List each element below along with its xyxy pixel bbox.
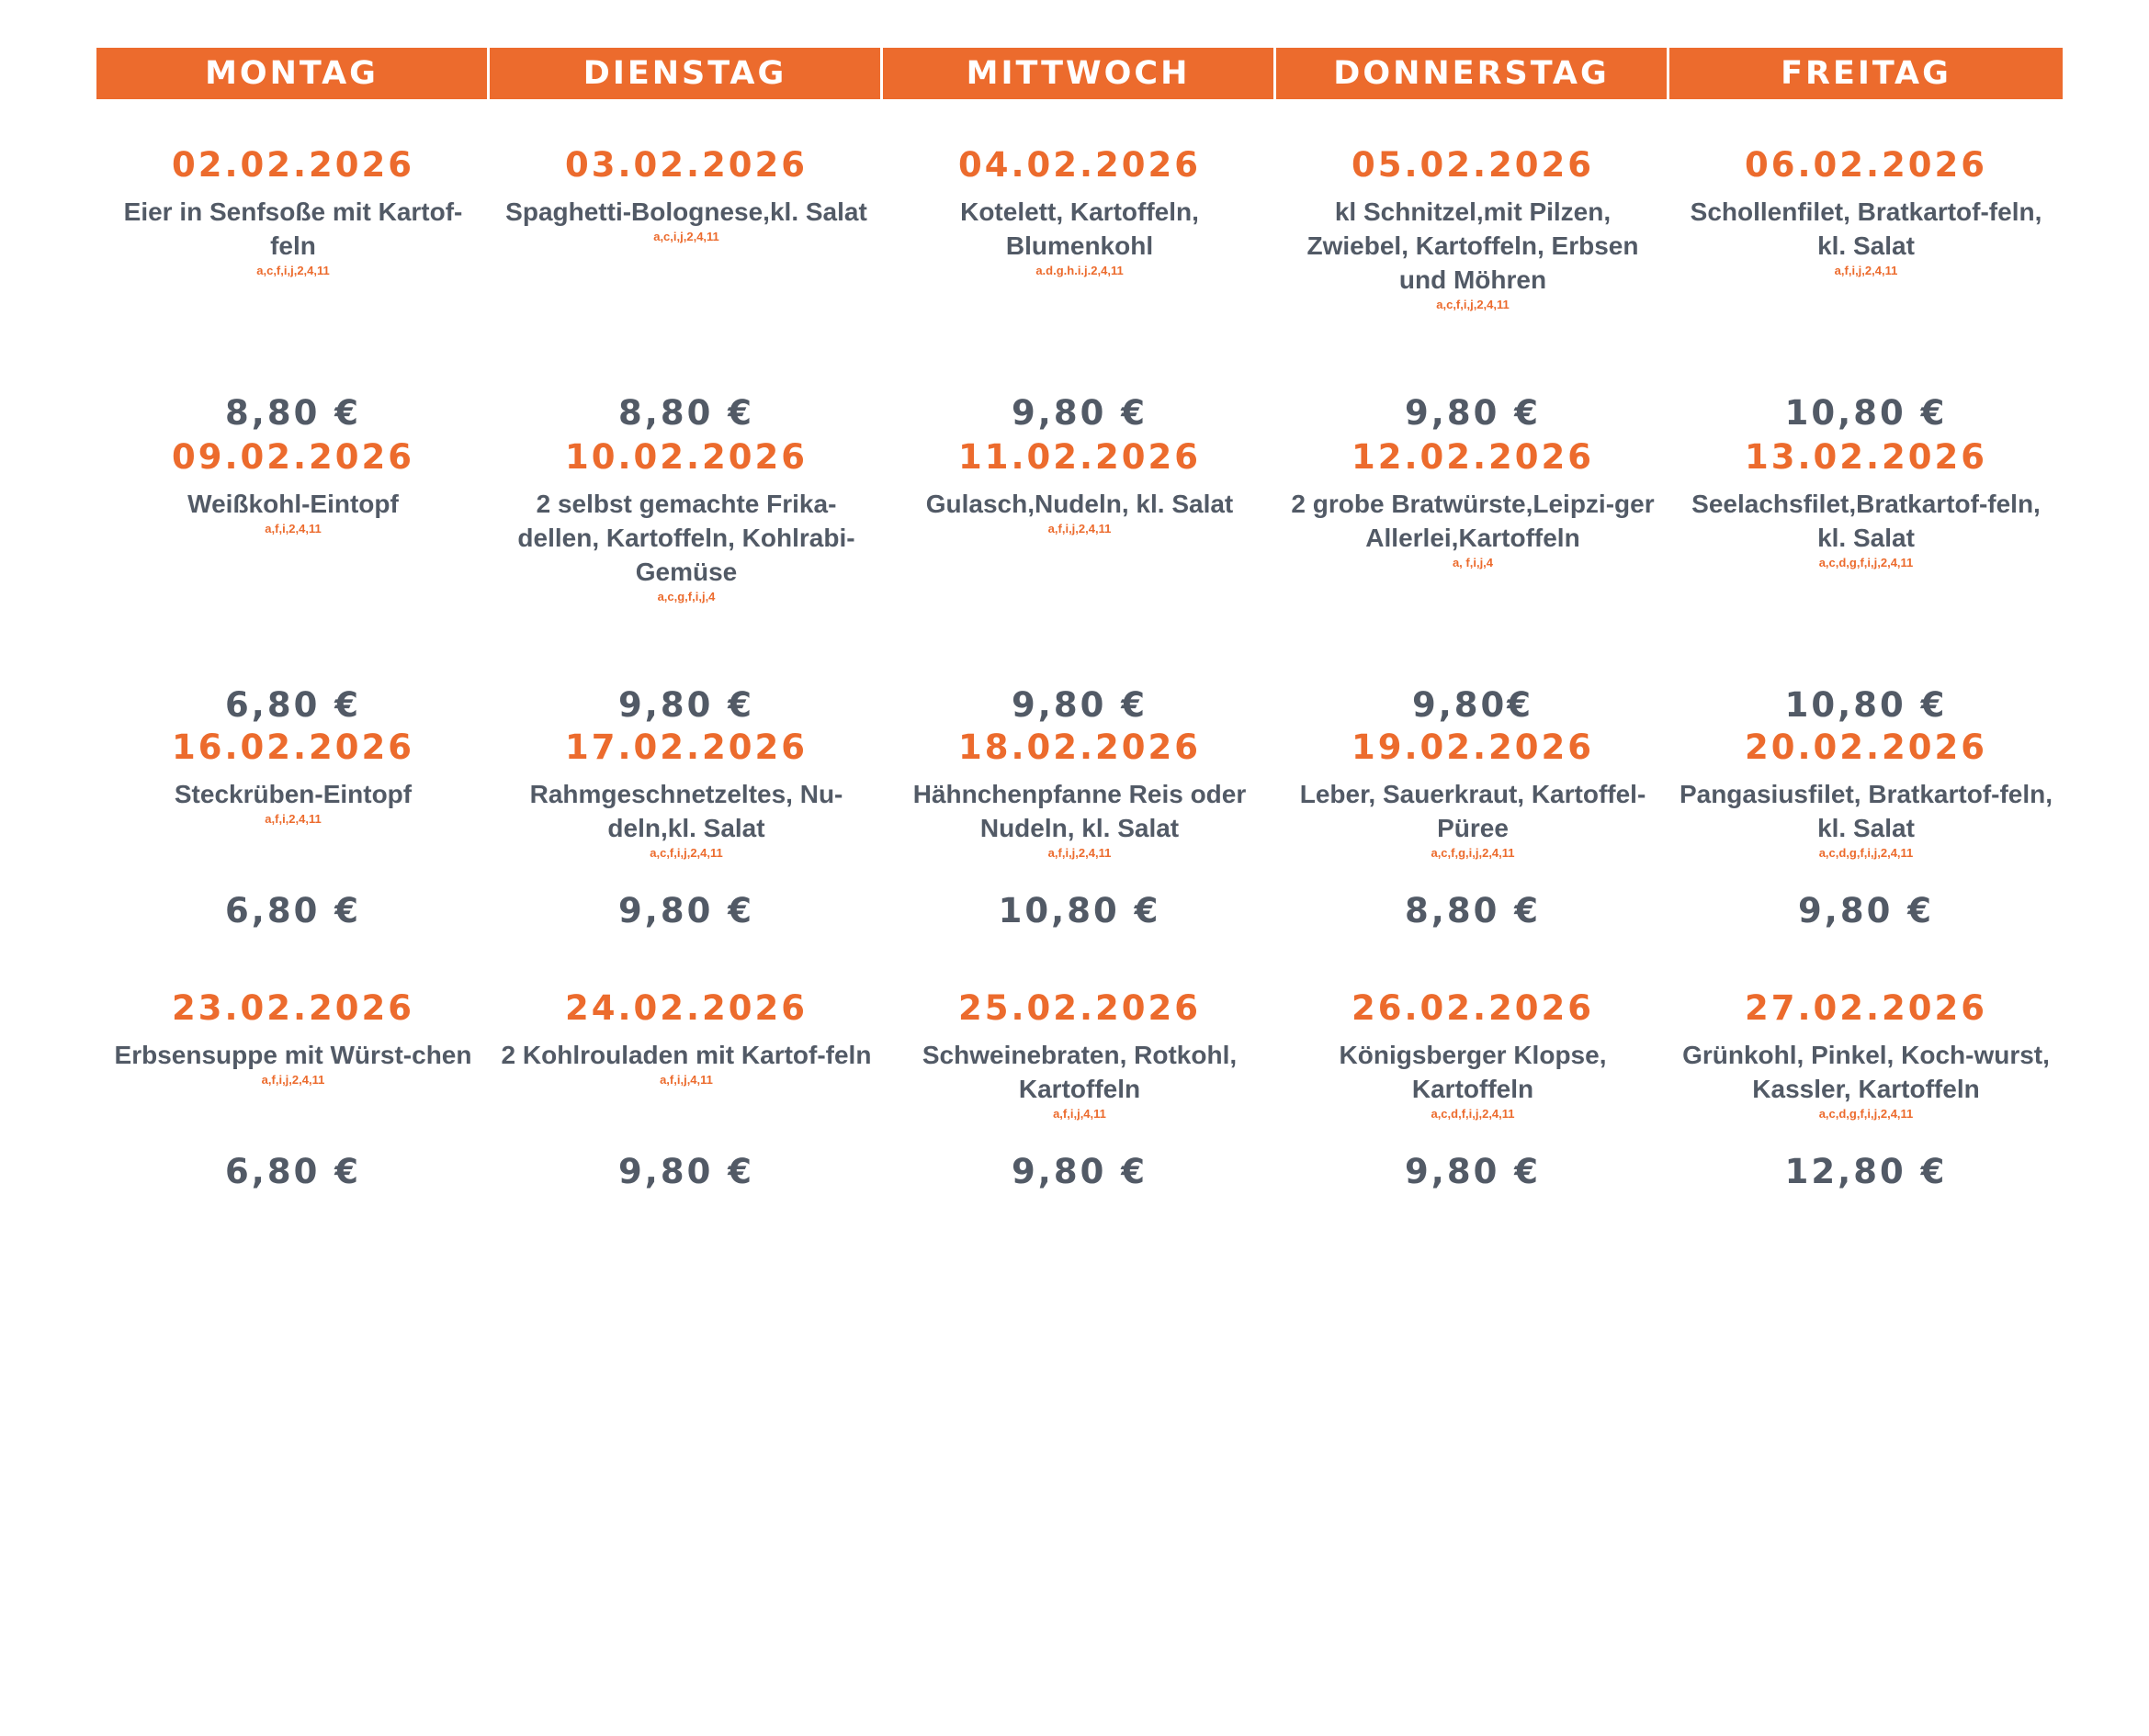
header-wednesday: MITTWOCH [883, 48, 1276, 99]
header-tuesday: DIENSTAG [490, 48, 883, 99]
menu-date: 23.02.2026 [171, 988, 415, 1028]
dish-name: Schollenfilet, Bratkartof-feln, kl. Salat [1690, 197, 2042, 260]
allergen-codes: a,f,i,j,2,4,11 [1047, 846, 1112, 860]
day-cell [883, 437, 1276, 731]
menu-price: 12,80 € [1784, 1152, 1948, 1191]
allergen-codes: a, f,i,j,4 [1452, 556, 1494, 569]
day-cell [490, 988, 883, 1255]
dish-name: Schweinebraten, Rotkohl, Kartoffeln [922, 1041, 1238, 1103]
dish-name: Pangasiusfilet, Bratkartof-feln, kl. Salat [1679, 780, 2053, 842]
menu-date: 25.02.2026 [957, 988, 1202, 1028]
week-row-1 [96, 145, 2063, 439]
menu-price: 6,80 € [225, 685, 361, 725]
menu-date: 03.02.2026 [564, 145, 809, 185]
allergen-codes: a,f,i,j,4,11 [660, 1073, 713, 1087]
allergen-codes: a,c,d,g,f,i,j,2,4,11 [1818, 556, 1914, 569]
menu-price: 8,80 € [618, 393, 754, 433]
allergen-codes: a,c,f,g,i,j,2,4,11 [1431, 846, 1515, 860]
menu-date: 24.02.2026 [564, 988, 809, 1028]
allergen-codes: a,c,f,i,j,2,4,11 [650, 846, 723, 860]
allergen-codes: a,c,g,f,i,j,4 [657, 590, 716, 603]
menu-date: 13.02.2026 [1744, 437, 1988, 477]
allergen-codes: a,f,i,j,4,11 [1053, 1107, 1106, 1121]
allergen-codes: a,f,i,j,2,4,11 [1834, 264, 1898, 277]
menu-date: 19.02.2026 [1351, 727, 1595, 767]
dish-name: Seelachsfilet,Bratkartof-feln, kl. Salat [1691, 490, 2041, 552]
menu-price: 10,80 € [1784, 393, 1948, 433]
menu-date: 05.02.2026 [1351, 145, 1595, 185]
day-cell [490, 727, 883, 994]
allergen-codes: a,c,d,g,f,i,j,2,4,11 [1818, 846, 1914, 860]
day-cell [1669, 145, 2063, 439]
dish-name: 2 selbst gemachte Frika-dellen, Kartoffeln, Kohlrabi-Gemüse [517, 490, 855, 586]
day-cell [1276, 727, 1669, 994]
allergen-codes: a,f,i,2,4,11 [265, 812, 322, 826]
menu-price: 6,80 € [225, 1152, 361, 1191]
menu-date: 20.02.2026 [1744, 727, 1988, 767]
menu-date: 26.02.2026 [1351, 988, 1595, 1028]
allergen-codes: a,c,i,j,2,4,11 [653, 230, 719, 243]
day-cell [96, 145, 490, 439]
menu-price: 9,80 € [618, 685, 754, 725]
header-monday: MONTAG [96, 48, 490, 99]
day-cell [490, 145, 883, 439]
menu-price: 9,80 € [1012, 393, 1148, 433]
day-cell [96, 988, 490, 1255]
allergen-codes: a,c,f,i,j,2,4,11 [256, 264, 330, 277]
menu-date: 16.02.2026 [171, 727, 415, 767]
menu-date: 04.02.2026 [957, 145, 1202, 185]
dish-name: Leber, Sauerkraut, Kartoffel-Püree [1299, 780, 1646, 842]
menu-price: 10,80 € [1784, 685, 1948, 725]
menu-price: 9,80 € [618, 891, 754, 930]
allergen-codes: a,c,d,g,f,i,j,2,4,11 [1818, 1107, 1914, 1121]
menu-date: 10.02.2026 [564, 437, 809, 477]
day-cell [1276, 145, 1669, 439]
menu-date: 12.02.2026 [1351, 437, 1595, 477]
menu-date: 09.02.2026 [171, 437, 415, 477]
allergen-codes: a,f,i,2,4,11 [265, 522, 322, 535]
day-cell [1276, 988, 1669, 1255]
day-cell [1669, 727, 2063, 994]
menu-sheet [96, 48, 2063, 1191]
dish-name: Gulasch,Nudeln, kl. Salat [925, 490, 1234, 518]
menu-price: 9,80 € [1012, 1152, 1148, 1191]
menu-price: 9,80 € [1405, 1152, 1541, 1191]
dish-name: Kotelett, Kartoffeln, Blumenkohl [960, 197, 1199, 260]
week-row-2 [96, 437, 2063, 731]
day-cell [883, 727, 1276, 994]
allergen-codes: a,c,f,i,j,2,4,11 [1436, 298, 1510, 311]
dish-name: 2 Kohlrouladen mit Kartof-feln [501, 1041, 872, 1069]
menu-price: 9,80 € [1012, 685, 1148, 725]
header-friday: FREITAG [1669, 48, 2063, 99]
week-row-4 [96, 988, 2063, 1255]
day-cell [490, 437, 883, 731]
dish-name: Königsberger Klopse, Kartoffeln [1339, 1041, 1607, 1103]
week-row-3 [96, 727, 2063, 994]
dish-name: Eier in Senfsoße mit Kartof-feln [123, 197, 463, 260]
menu-price: 6,80 € [225, 891, 361, 930]
day-cell [1669, 437, 2063, 731]
allergen-codes: a,f,i,j,2,4,11 [1047, 522, 1112, 535]
menu-price: 8,80 € [1405, 891, 1541, 930]
allergen-codes: a,f,i,j,2,4,11 [261, 1073, 325, 1087]
menu-price: 9,80 € [618, 1152, 754, 1191]
menu-price: 9,80 € [1405, 393, 1541, 433]
dish-name: Weißkohl-Eintopf [187, 490, 399, 518]
dish-name: Spaghetti-Bolognese,kl. Salat [505, 197, 867, 226]
day-cell [1276, 437, 1669, 731]
day-cell [883, 145, 1276, 439]
dish-name: kl Schnitzel,mit Pilzen, Zwiebel, Kartoffeln, Erbsen und Möhren [1306, 197, 1639, 294]
dish-name: Hähnchenpfanne Reis oder Nudeln, kl. Salat [912, 780, 1247, 842]
weekday-header [96, 48, 2063, 99]
day-cell [1669, 988, 2063, 1255]
header-thursday: DONNERSTAG [1276, 48, 1669, 99]
menu-price: 9,80 € [1798, 891, 1934, 930]
dish-name: Erbsensuppe mit Würst-chen [114, 1041, 472, 1069]
day-cell [883, 988, 1276, 1255]
allergen-codes: a.d.g.h.i.j.2,4,11 [1035, 264, 1124, 277]
dish-name: Grünkohl, Pinkel, Koch-wurst, Kassler, Kartoffeln [1682, 1041, 2050, 1103]
dish-name: 2 grobe Bratwürste,Leipzi-ger Allerlei,Kartoffeln [1291, 490, 1655, 552]
menu-price: 9,80€ [1411, 685, 1534, 725]
menu-price: 8,80 € [225, 393, 361, 433]
menu-date: 18.02.2026 [957, 727, 1202, 767]
menu-price: 10,80 € [998, 891, 1161, 930]
menu-date: 17.02.2026 [564, 727, 809, 767]
dish-name: Rahmgeschnetzeltes, Nu-deln,kl. Salat [529, 780, 843, 842]
day-cell [96, 727, 490, 994]
menu-date: 02.02.2026 [171, 145, 415, 185]
menu-date: 06.02.2026 [1744, 145, 1988, 185]
dish-name: Steckrüben-Eintopf [174, 780, 413, 808]
menu-date: 27.02.2026 [1744, 988, 1988, 1028]
menu-date: 11.02.2026 [957, 437, 1202, 477]
day-cell [96, 437, 490, 731]
allergen-codes: a,c,d,f,i,j,2,4,11 [1431, 1107, 1515, 1121]
